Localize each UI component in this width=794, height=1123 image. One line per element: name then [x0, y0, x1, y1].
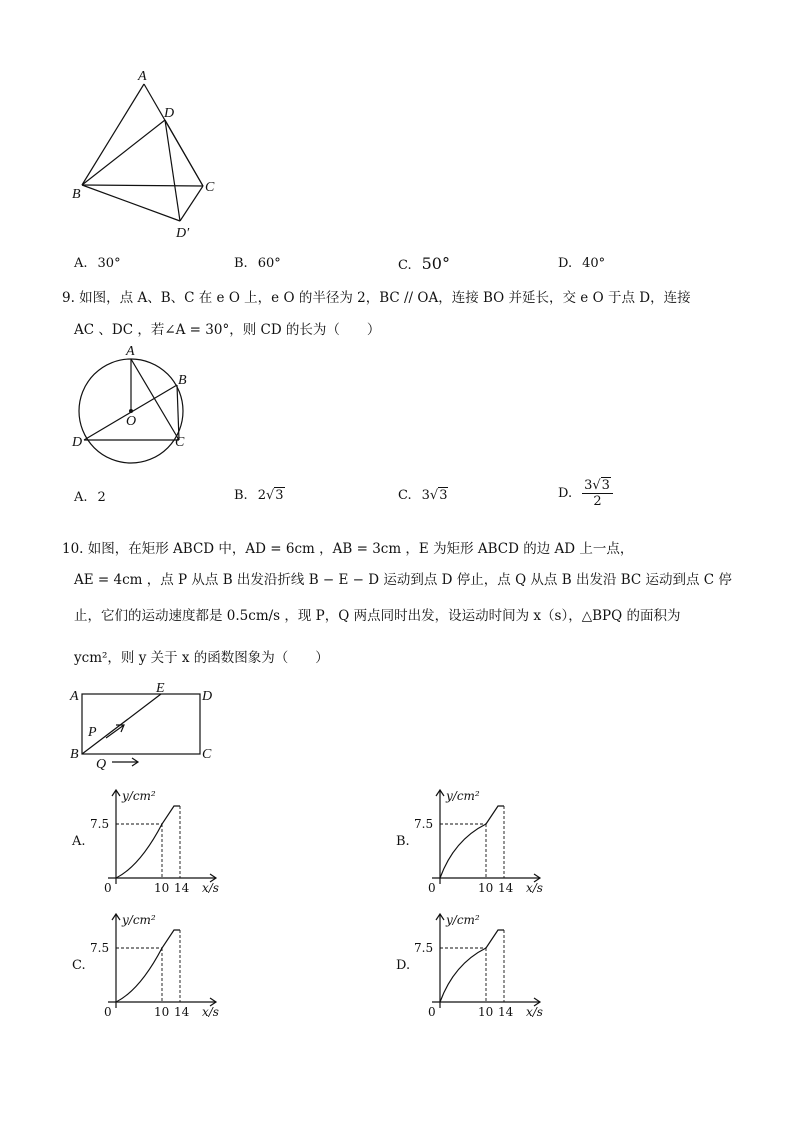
q10-text-line-3: 止，它们的运动速度都是 0.5cm/s ，现 P，Q 两点同时出发，设运动时间为 x（s），△BPQ 的面积为 — [74, 608, 681, 624]
origin-label: 0 — [104, 1005, 112, 1019]
q8-option-c: C. 50° — [398, 254, 450, 273]
label-b: B — [178, 373, 187, 388]
label-c: C — [175, 435, 185, 450]
origin-label: 0 — [428, 881, 436, 895]
y-tick-label: 7.5 — [414, 941, 434, 955]
option-letter: D. — [396, 958, 411, 973]
option-letter: B. — [396, 834, 410, 849]
y-tick-label: 7.5 — [414, 817, 434, 831]
y-axis-label: y/cm² — [446, 913, 480, 927]
function-curve — [440, 806, 504, 878]
function-curve — [116, 930, 180, 1002]
function-curve — [440, 930, 504, 1002]
label-e: E — [156, 681, 165, 696]
x-tick-10: 10 — [478, 881, 494, 895]
x-axis-label: x/s — [526, 881, 543, 895]
q9-text-line-2: AC 、DC ，若∠A = 30°，则 CD 的长为（ ） — [74, 322, 381, 338]
function-curve — [116, 806, 180, 878]
option-letter: C. — [72, 958, 86, 973]
rectangle-abcd — [82, 694, 200, 754]
label-c: C — [205, 180, 215, 195]
origin-label: 0 — [104, 881, 112, 895]
q8-option-d: D. 40° — [558, 256, 606, 271]
q9-option-c: C. 3√3 — [398, 488, 448, 503]
label-b: B — [70, 747, 79, 762]
q9-circle-figure — [68, 340, 198, 468]
x-tick-14: 14 — [498, 1005, 514, 1019]
label-a: A — [70, 689, 79, 704]
q8-triangle-figure — [60, 62, 230, 244]
y-axis-label: y/cm² — [122, 789, 156, 803]
label-d: D — [164, 106, 175, 121]
y-axis-label: y/cm² — [122, 913, 156, 927]
label-a: A — [126, 344, 135, 359]
q9-text-line-1: 9. 如图，点 A、B、C 在 e O 上，e O 的半径为 2，BC // OA，连接 BO 并延长，交 e O 于点 D，连接 — [62, 290, 691, 306]
label-a: A — [138, 69, 147, 84]
q10-option-d — [396, 908, 556, 1024]
label-o: O — [126, 414, 137, 429]
segment-dc — [165, 120, 203, 186]
graph-d — [414, 908, 554, 1024]
y-tick-label: 7.5 — [90, 941, 110, 955]
x-tick-10: 10 — [154, 1005, 170, 1019]
x-tick-14: 14 — [174, 1005, 190, 1019]
label-p: P — [88, 725, 97, 740]
q10-option-b — [396, 784, 556, 900]
q10-text-line-4: ycm²，则 y 关于 x 的函数图象为（ ） — [74, 650, 329, 666]
center-dot — [129, 409, 133, 413]
q10-option-a — [72, 784, 232, 900]
x-tick-10: 10 — [154, 881, 170, 895]
x-tick-14: 14 — [498, 881, 514, 895]
x-tick-14: 14 — [174, 881, 190, 895]
q10-option-c — [72, 908, 232, 1024]
x-axis-label: x/s — [526, 1005, 543, 1019]
origin-label: 0 — [428, 1005, 436, 1019]
y-tick-label: 7.5 — [90, 817, 110, 831]
y-axis-label: y/cm² — [446, 789, 480, 803]
x-tick-10: 10 — [478, 1005, 494, 1019]
segment-bd — [82, 120, 165, 185]
segment-ab — [82, 84, 144, 185]
segment-dd-prime — [165, 120, 180, 221]
x-axis-label: x/s — [202, 1005, 219, 1019]
q10-text-line-2: AE = 4cm ，点 P 从点 B 出发沿折线 B − E − D 运动到点 D 停止，点 Q 从点 B 出发沿 BC 运动到点 C 停 — [74, 572, 732, 588]
q10-text-line-1: 10. 如图，在矩形 ABCD 中，AD = 6cm ，AB = 3cm ，E 为矩形 ABCD 的边 AD 上一点， — [62, 541, 634, 557]
label-d: D — [72, 435, 83, 450]
label-c: C — [202, 747, 212, 762]
graph-b — [414, 784, 554, 900]
q9-option-a: A. 2 — [74, 490, 106, 505]
segment-be — [82, 694, 161, 754]
q9-option-b: B. 2√3 — [234, 488, 284, 503]
q9-option-d: D. $\frac{3√3}{2}$ — [558, 478, 613, 509]
graph-c — [90, 908, 230, 1024]
q8-option-a: A. 30° — [74, 256, 121, 271]
graph-a — [90, 784, 230, 900]
segment-bd-prime — [82, 185, 180, 221]
segment-bc — [177, 385, 179, 440]
label-b: B — [72, 187, 81, 202]
x-axis-label: x/s — [202, 881, 219, 895]
label-d: D — [202, 689, 213, 704]
option-letter: A. — [72, 834, 86, 849]
segment-ac — [131, 359, 179, 440]
label-q: Q — [96, 757, 107, 772]
q8-option-b: B. 60° — [234, 256, 281, 271]
q10-rectangle-figure — [66, 680, 226, 770]
segment-cd-prime — [180, 186, 203, 221]
label-d-prime: D′ — [176, 226, 190, 241]
segment-bc — [82, 185, 203, 186]
